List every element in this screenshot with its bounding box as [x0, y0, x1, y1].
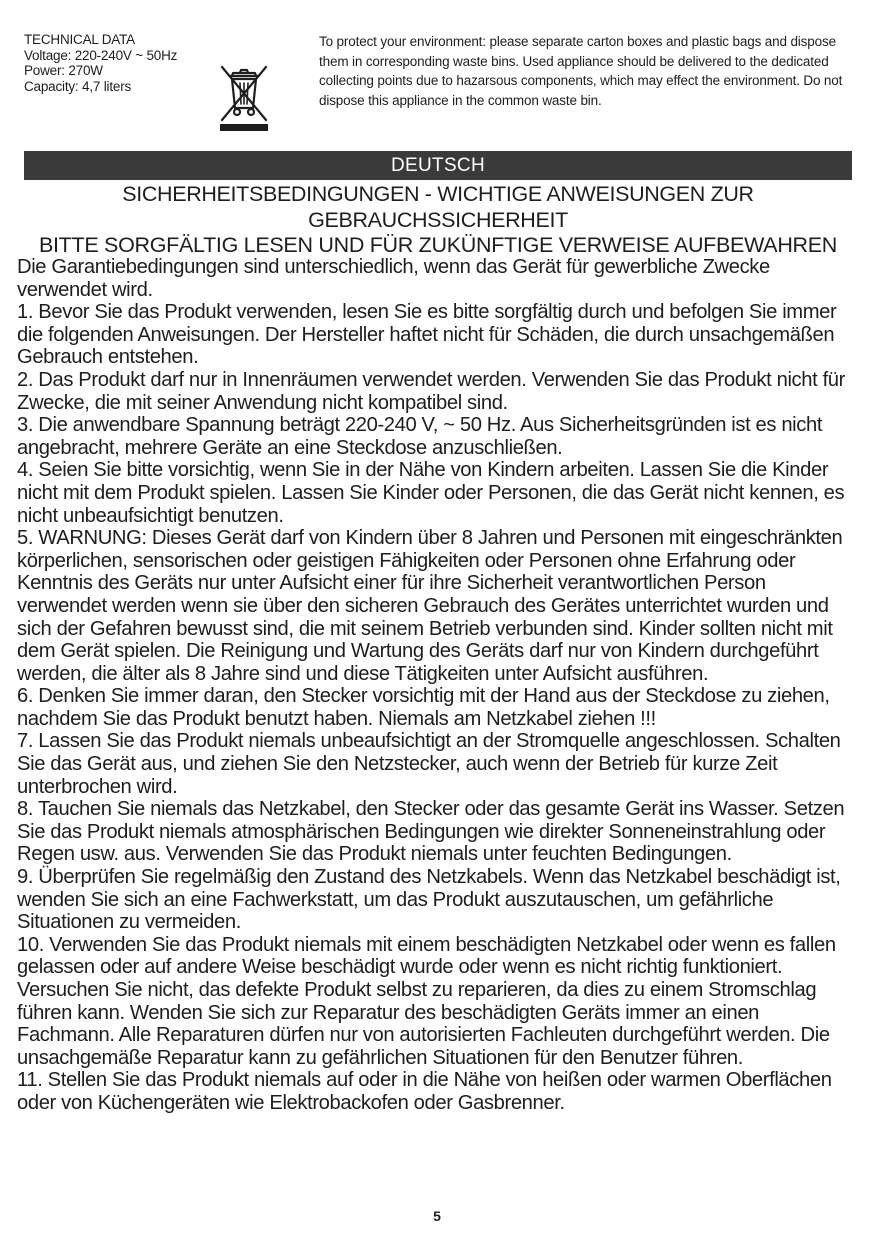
instruction-item-11: 11. Stellen Sie das Produkt niemals auf oder in die Nähe von heißen oder warmen Oberflächen oder von Küchengeräten wie Elektrobackofen oder Gasbrenner.	[17, 1069, 832, 1114]
instruction-item-2: 2. Das Produkt darf nur in Innenräumen verwendet werden. Verwenden Sie das Produkt nicht für Zwecke, die mit seiner Anwendung nicht kompatibel sind.	[17, 368, 845, 414]
power-spec: Power: 270W	[24, 63, 103, 78]
page-title: SICHERHEITSBEDINGUNGEN - WICHTIGE ANWEISUNGEN ZUR GEBRAUCHSSICHERHEIT	[122, 182, 754, 232]
capacity-spec: Capacity: 4,7 liters	[24, 78, 132, 94]
crossed-out-wheelie-bin-icon	[218, 64, 270, 132]
instructions-body	[17, 256, 859, 1115]
instruction-item-10: 10. Verwenden Sie das Produkt niemals mit einem beschädigten Netzkabel oder wenn es fallen gelassen oder auf andere Weise beschädigt wurde oder wenn es nicht richtig funktioniert. Versuchen Sie nicht, das defekte Produkt selbst zu reparieren, da dies zu einem Stromschlag führen kann. Wenden Sie sich zur Reparatur des beschädigten Geräts immer an einen Fachmann. Alle Reparaturen dürfen nur von autorisierten Fachleuten durchgeführt werden. Die unsachgemäße Reparatur kann zu gefährlichen Situationen für den Benutzer führen.	[17, 933, 836, 1069]
voltage-spec: Voltage: 220-240V ~ 50Hz	[24, 47, 178, 63]
instruction-item-7: 7. Lassen Sie das Produkt niemals unbeaufsichtigt an der Stromquelle angeschlossen. Schalten Sie das Gerät aus, und ziehen Sie den Netzstecker, auch wenn der Betrieb für kurze Zeit unterbrochen wird.	[17, 730, 841, 798]
instruction-item-1: 1. Bevor Sie das Produkt verwenden, lesen Sie es bitte sorgfältig durch und befolgen Sie immer die folgenden Anweisungen. Der Hersteller haftet nicht für Schäden, die durch unsachgemäßen Gebrauch entstehen.	[17, 301, 837, 369]
instruction-item-9: 9. Überprüfen Sie regelmäßig den Zustand des Netzkabels. Wenn das Netzkabel beschädigt ist, wenden Sie sich an eine Fachwerkstatt, um das Produkt auszutauschen, um gefährliche Situationen zu vermeiden.	[17, 866, 841, 934]
instruction-item-4: 4. Seien Sie bitte vorsichtig, wenn Sie in der Nähe von Kindern arbeiten. Lassen Sie die Kinder nicht mit dem Produkt spielen. Lassen Sie Kinder oder Personen, die das Gerät nicht kennen, es nicht unbeaufsichtigt benutzen.	[17, 459, 845, 527]
instruction-item-5: 5. WARNUNG: Dieses Gerät darf von Kindern über 8 Jahren und Personen mit eingeschränkten körperlichen, sensorischen oder geistigen Fähigkeiten oder Personen ohne Erfahrung oder Kenntnis des Geräts nur unter Aufsicht einer für ihre Sicherheit verantwortlichen Person verwendet werden wenn sie über den sicheren Gebrauch des Gerätes unterrichtet wurden und sich der Gefahren bewusst sind, die mit seinem Betrieb verbunden sind. Kinder sollten nicht mit dem Gerät spielen. Die Reinigung und Wartung des Geräts darf nur von Kindern durchgeführt werden, die älter als 8 Jahre sind und diese Tätigkeiten unter Aufsicht ausführen.	[17, 527, 843, 685]
page-number: 5	[433, 1208, 441, 1224]
technical-data-heading: TECHNICAL DATA	[24, 32, 135, 47]
page-subtitle: BITTE SORGFÄLTIG LESEN UND FÜR ZUKÜNFTIGE VERWEISE AUFBEWAHREN	[38, 233, 838, 257]
warranty-note: Die Garantiebedingungen sind unterschiedlich, wenn das Gerät für gewerbliche Zwecke verwendet wird.	[17, 256, 770, 301]
instruction-item-3: 3. Die anwendbare Spannung beträgt 220-240 V, ~ 50 Hz. Aus Sicherheitsgründen ist es nicht angebracht, mehrere Geräte an eine Steckdose anzuschließen.	[17, 414, 823, 459]
language-section-bar: DEUTSCH	[24, 151, 852, 180]
technical-data-block	[24, 32, 177, 94]
environment-notice: To protect your environment: please separate carton boxes and plastic bags and dispose them in corresponding waste bins. Used appliance should be delivered to the dedicated collecting points due to hazarsous components, which may effect the environment. Do not dispose this appliance in the common waste bin.	[319, 34, 843, 108]
instruction-item-6: 6. Denken Sie immer daran, den Stecker vorsichtig mit der Hand aus der Steckdose zu ziehen, nachdem Sie das Produkt benutzt haben. Niemals am Netzkabel ziehen !!!	[17, 685, 830, 730]
instruction-item-8: 8. Tauchen Sie niemals das Netzkabel, den Stecker oder das gesamte Gerät ins Wasser. Setzen Sie das Produkt niemals atmosphärischen Bedingungen wie direkter Sonneneinstrahlung oder Regen usw. aus. Verwenden Sie das Produkt niemals unter feuchten Bedingungen.	[17, 798, 845, 866]
